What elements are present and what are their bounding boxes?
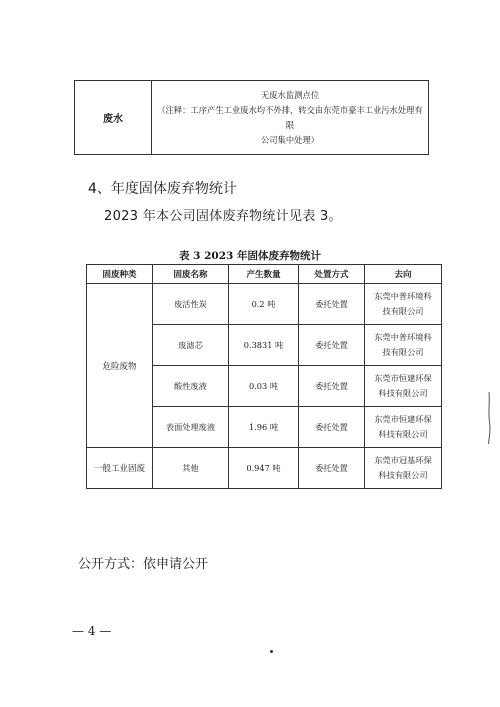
- column-header: 固废种类: [87, 265, 153, 284]
- destination-line: 技有限公司: [382, 306, 424, 316]
- method-cell: 委托处置: [299, 284, 365, 325]
- quantity-cell: 0.3831 吨: [229, 325, 299, 366]
- table-header-row: [87, 265, 442, 284]
- destination-line: 东莞市冠基环保: [374, 455, 432, 465]
- category-cell: 一般工业固废: [87, 448, 153, 489]
- waste-name-cell: 表面处理废液: [153, 407, 229, 448]
- solid-waste-table: [86, 264, 442, 489]
- destination-cell: [365, 407, 442, 448]
- waste-name-cell: 废滤芯: [153, 325, 229, 366]
- destination-line: 技有限公司: [382, 347, 424, 357]
- destination-line: 科技有限公司: [378, 470, 428, 480]
- wastewater-label: 废水: [75, 81, 152, 155]
- wastewater-line: 公司集中处理）: [260, 134, 320, 145]
- wastewater-content: [152, 81, 429, 155]
- method-cell: 委托处置: [299, 448, 365, 489]
- method-cell: 委托处置: [299, 325, 365, 366]
- wastewater-table: [74, 80, 429, 155]
- quantity-cell: 0.947 吨: [229, 448, 299, 489]
- table-row: [87, 448, 442, 489]
- destination-cell: [365, 284, 442, 325]
- wastewater-line: （注释：工序产生工业废水均不外排，转交由东莞市豪丰工业污水处理有限: [157, 104, 423, 130]
- destination-line: 东莞市恒建环保: [374, 373, 432, 383]
- method-cell: 委托处置: [299, 407, 365, 448]
- intro-paragraph: 2023 年本公司固体废弃物统计见表 3。: [104, 209, 342, 224]
- destination-cell: [365, 448, 442, 489]
- destination-line: 东莞中普环境科: [374, 332, 432, 342]
- destination-line: 科技有限公司: [378, 388, 428, 398]
- waste-name-cell: 其他: [153, 448, 229, 489]
- destination-line: 东莞中普环境科: [374, 291, 432, 301]
- binding-mark: [487, 392, 491, 444]
- scan-speck: [270, 650, 273, 653]
- table-row: [75, 81, 429, 155]
- destination-cell: [365, 325, 442, 366]
- disclosure-note: 公开方式：依申请公开: [78, 557, 209, 572]
- category-cell: 危险废物: [87, 284, 153, 448]
- column-header: 产生数量: [229, 265, 299, 284]
- waste-name-cell: 酸性废液: [153, 366, 229, 407]
- quantity-cell: 0.2 吨: [229, 284, 299, 325]
- table-caption: 表 3 2023 年固体废弃物统计: [179, 250, 321, 262]
- quantity-cell: 0.03 吨: [229, 366, 299, 407]
- waste-name-cell: 废活性炭: [153, 284, 229, 325]
- quantity-cell: 1.96 吨: [229, 407, 299, 448]
- destination-line: 科技有限公司: [378, 429, 428, 439]
- column-header: 处置方式: [299, 265, 365, 284]
- table-row: [87, 284, 442, 325]
- column-header: 去向: [365, 265, 442, 284]
- page-number: — 4 —: [72, 624, 112, 638]
- wastewater-line: 无废水监测点位: [260, 89, 320, 100]
- destination-cell: [365, 366, 442, 407]
- column-header: 固废名称: [153, 265, 229, 284]
- method-cell: 委托处置: [299, 366, 365, 407]
- destination-line: 东莞市恒建环保: [374, 414, 432, 424]
- section-heading: 4、年度固体废弃物统计: [88, 181, 237, 197]
